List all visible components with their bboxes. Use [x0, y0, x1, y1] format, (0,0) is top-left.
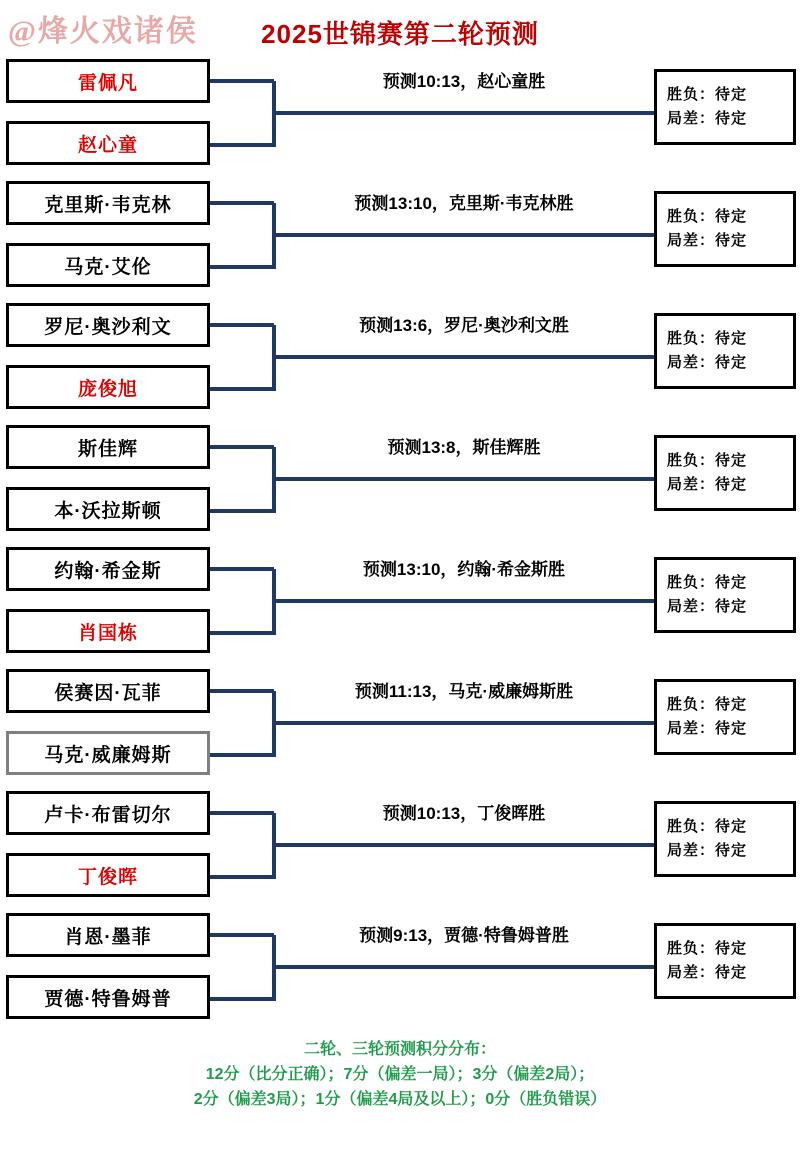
- connector-line: [210, 387, 274, 391]
- connector-line: [210, 933, 274, 937]
- result-winloss: 胜负：待定: [667, 940, 748, 957]
- result-box: [654, 69, 796, 145]
- match-row: [0, 177, 800, 299]
- prediction-label: 预测13:6，罗尼·奥沙利文胜: [280, 309, 648, 338]
- player-box-bottom[interactable]: 丁俊晖: [6, 853, 210, 897]
- page-title: 2025世锦赛第二轮预测: [261, 19, 539, 49]
- result-box: [654, 191, 796, 267]
- player-box-bottom[interactable]: 赵心童: [6, 121, 210, 165]
- player-box-top[interactable]: 卢卡·布雷切尔: [6, 791, 210, 835]
- match-row: [0, 543, 800, 665]
- player-box-top[interactable]: 雷佩凡: [6, 59, 210, 103]
- result-framediff: 局差：待定: [667, 964, 748, 981]
- connector-line: [210, 79, 274, 83]
- connector-line: [210, 875, 274, 879]
- prediction-label: 预测13:10，克里斯·韦克林胜: [280, 187, 648, 216]
- result-box: [654, 679, 796, 755]
- connector-line: [210, 323, 274, 327]
- match-row: [0, 665, 800, 787]
- connector-line: [272, 233, 654, 237]
- prediction-label: 预测13:10，约翰·希金斯胜: [280, 553, 648, 582]
- player-box-top[interactable]: 罗尼·奥沙利文: [6, 303, 210, 347]
- connector-line: [210, 265, 274, 269]
- result-framediff: 局差：待定: [667, 354, 748, 371]
- connector-line: [210, 201, 274, 205]
- player-box-bottom[interactable]: 马克·威廉姆斯: [6, 731, 210, 775]
- prediction-label: 预测13:8，斯佳辉胜: [280, 431, 648, 460]
- player-box-bottom[interactable]: 马克·艾伦: [6, 243, 210, 287]
- connector-line: [272, 111, 654, 115]
- result-box: [654, 801, 796, 877]
- match-row: [0, 299, 800, 421]
- prediction-label: 预测11:13，马克·威廉姆斯胜: [280, 675, 648, 704]
- connector-line: [210, 509, 274, 513]
- footer: [0, 1031, 800, 1112]
- result-winloss: 胜负：待定: [667, 818, 748, 835]
- player-box-top[interactable]: 肖恩·墨菲: [6, 913, 210, 957]
- bracket-container: [0, 55, 800, 1031]
- prediction-label: 预测10:13，赵心童胜: [280, 65, 648, 94]
- result-framediff: 局差：待定: [667, 476, 748, 493]
- player-box-bottom[interactable]: 肖国栋: [6, 609, 210, 653]
- player-box-top[interactable]: 克里斯·韦克林: [6, 181, 210, 225]
- player-box-bottom[interactable]: 庞俊旭: [6, 365, 210, 409]
- connector-line: [272, 599, 654, 603]
- footer-line-1: 12分（比分正确）；7分（偏差一局）；3分（偏差2局）；: [205, 1066, 595, 1083]
- connector-line: [210, 811, 274, 815]
- connector-line: [272, 965, 654, 969]
- connector-line: [272, 721, 654, 725]
- result-framediff: 局差：待定: [667, 842, 748, 859]
- watermark: @烽火戏诸侯: [8, 15, 198, 48]
- player-box-top[interactable]: 斯佳辉: [6, 425, 210, 469]
- connector-line: [210, 997, 274, 1001]
- prediction-label: 预测10:13，丁俊晖胜: [280, 797, 648, 826]
- result-box: [654, 923, 796, 999]
- result-winloss: 胜负：待定: [667, 208, 748, 225]
- result-box: [654, 313, 796, 389]
- connector-line: [272, 843, 654, 847]
- match-row: [0, 421, 800, 543]
- connector-line: [210, 753, 274, 757]
- connector-line: [210, 631, 274, 635]
- result-framediff: 局差：待定: [667, 110, 748, 127]
- connector-line: [210, 689, 274, 693]
- result-box: [654, 557, 796, 633]
- player-box-top[interactable]: 约翰·希金斯: [6, 547, 210, 591]
- connector-line: [210, 567, 274, 571]
- player-box-bottom[interactable]: 贾德·特鲁姆普: [6, 975, 210, 1019]
- match-row: [0, 787, 800, 909]
- result-winloss: 胜负：待定: [667, 86, 748, 103]
- result-box: [654, 435, 796, 511]
- result-winloss: 胜负：待定: [667, 574, 748, 591]
- footer-line-2: 2分（偏差3局）；1分（偏差4局及以上）；0分（胜负错误）: [193, 1091, 607, 1108]
- match-row: [0, 55, 800, 177]
- result-framediff: 局差：待定: [667, 232, 748, 249]
- player-box-top[interactable]: 侯赛因·瓦菲: [6, 669, 210, 713]
- connector-line: [210, 143, 274, 147]
- result-framediff: 局差：待定: [667, 720, 748, 737]
- footer-heading: 二轮、三轮预测积分分布：: [303, 1041, 496, 1058]
- result-winloss: 胜负：待定: [667, 452, 748, 469]
- prediction-label: 预测9:13，贾德·特鲁姆普胜: [280, 919, 648, 948]
- connector-line: [210, 445, 274, 449]
- match-row: [0, 909, 800, 1031]
- result-framediff: 局差：待定: [667, 598, 748, 615]
- result-winloss: 胜负：待定: [667, 330, 748, 347]
- connector-line: [272, 355, 654, 359]
- player-box-bottom[interactable]: 本·沃拉斯顿: [6, 487, 210, 531]
- result-winloss: 胜负：待定: [667, 696, 748, 713]
- connector-line: [272, 477, 654, 481]
